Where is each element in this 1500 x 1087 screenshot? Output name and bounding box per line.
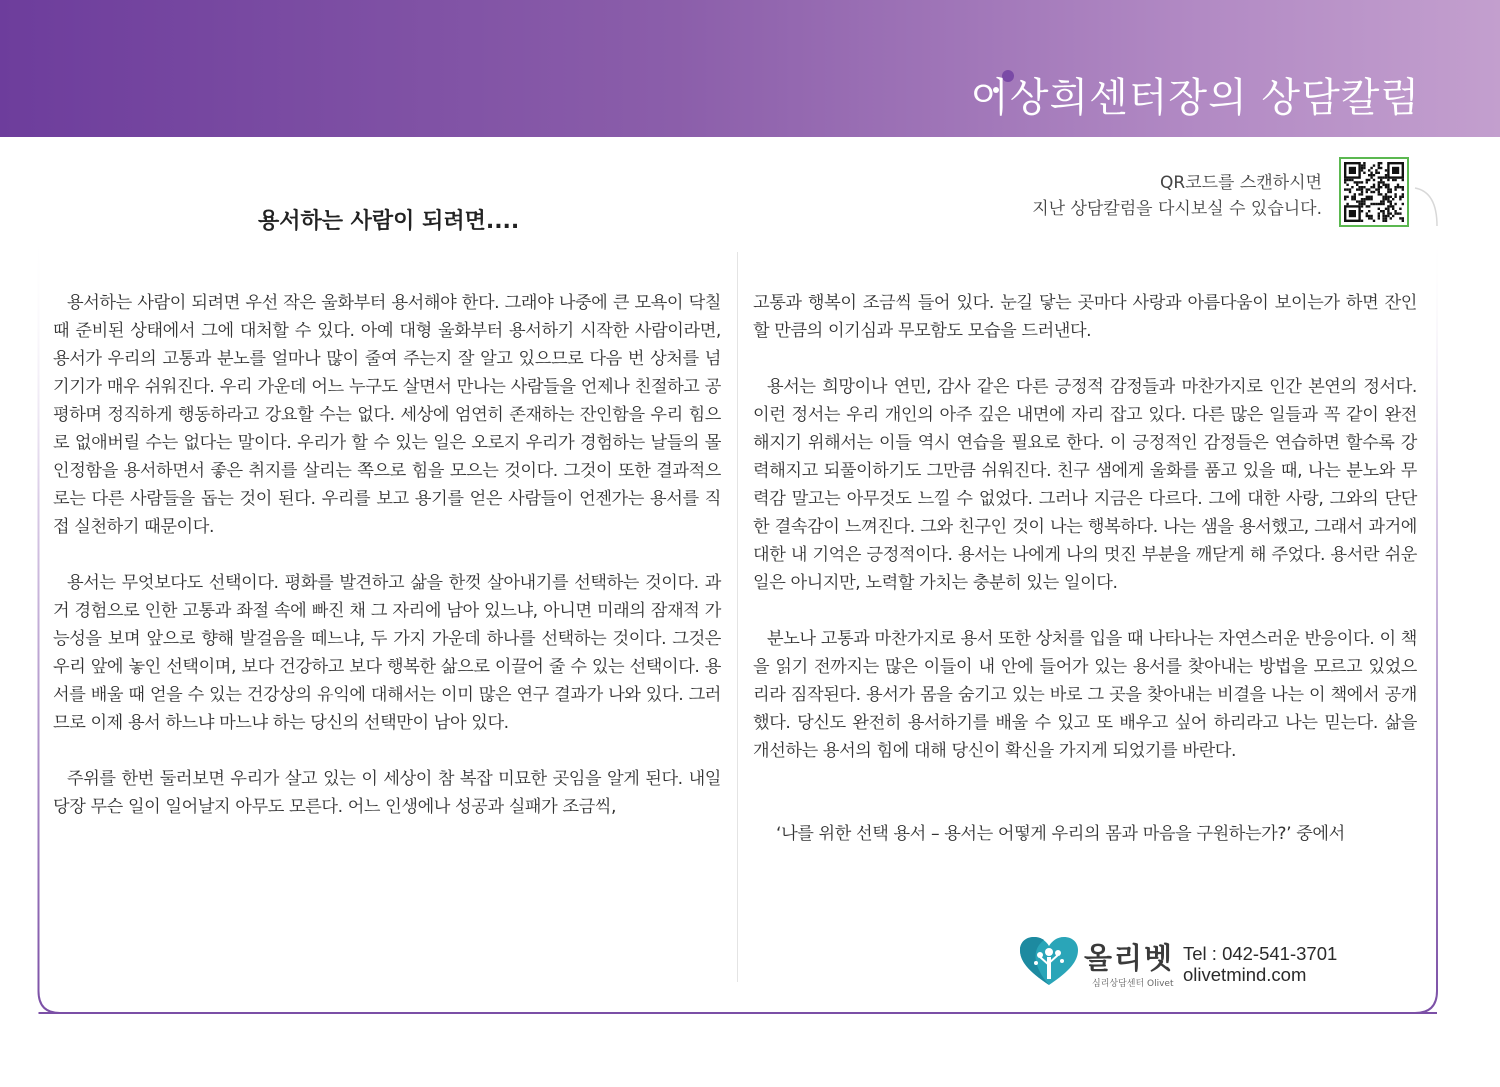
header-title: 이상희센터장의 상담칼럼 bbox=[970, 75, 1420, 121]
article-title: 용서하는 사람이 되려면.... bbox=[258, 209, 520, 234]
article-column-left bbox=[53, 289, 721, 849]
paragraph: 용서하는 사람이 되려면 우선 작은 울화부터 용서해야 한다. 그래야 나중에 큰 모욕이 닥칠 때 준비된 상태에서 그에 대처할 수 있다. 아예 대형 울화부터 용서하기 시작한 사람이라면, 용서가 우리의 고통과 분노를 얼마나 많이 줄여 주는지 잘 알고 있으므로 다음 번 상처를 넘기기가 매우 쉬워진다. 우리 가운데 어느 누구도 살면서 만나는 사람들을 언제나 친절하고 공평하며 정직하게 행동하라고 강요할 수는 없다. 세상에 엄연히 존재하는 잔인함을 우리 힘으로 없애버릴 수는 없다는 말이다. 우리가 할 수 있는 일은 오로지 우리가 경험하는 날들의 몰인정함을 용서하면서 좋은 취지를 살리는 쪽으로 힘을 모으는 것이다. 그것이 또한 결과적으로는 다른 사람들을 돕는 것이 된다. 우리를 보고 용기를 얻은 사람들이 언젠가는 용서를 직접 실천하기 때문이다. bbox=[53, 293, 721, 537]
telephone: Tel : 042-541-3701 bbox=[1183, 943, 1338, 964]
paragraph: 용서는 무엇보다도 선택이다. 평화를 발견하고 삶을 한껏 살아내기를 선택하는 것이다. 과거 경험으로 인한 고통과 좌절 속에 빠진 채 그 자리에 남아 있느냐, 아니면 미래의 잠재적 가능성을 보며 앞으로 향해 발걸음을 떼느냐, 두 가지 가운데 하나를 선택하는 것이다. 그것은 우리 앞에 놓인 선택이며, 보다 건강하고 보다 행복한 삶으로 이끌어 줄 수 있는 선택이다. 용서를 배울 때 얻을 수 있는 건강상의 유익에 대해서는 이미 많은 연구 결과가 나와 있다. 그러므로 이제 용서 하느냐 마느냐 하는 당신의 선택만이 남아 있다. bbox=[53, 573, 721, 733]
contact-info bbox=[1183, 943, 1337, 985]
paragraph: 주위를 한번 둘러보면 우리가 살고 있는 이 세상이 참 복잡 미묘한 곳임을 알게 된다. 내일 당장 무슨 일이 일어날지 아무도 모른다. 어느 인생에나 성공과 실패가 조금씩, bbox=[53, 769, 721, 817]
paragraph-continuation: 고통과 행복이 조금씩 들어 있다. 눈길 닿는 곳마다 사랑과 아름다움이 보이는가 하면 잔인할 만큼의 이기심과 무모함도 모습을 드러낸다. bbox=[753, 293, 1417, 341]
qr-code-icon bbox=[1344, 162, 1404, 222]
paragraph: 용서는 희망이나 연민, 감사 같은 다른 긍정적 감정들과 마찬가지로 인간 본연의 정서다. 이런 정서는 우리 개인의 아주 깊은 내면에 자리 잡고 있다. 다른 많은 일들과 꼭 같이 완전해지기 위해서는 이들 역시 연습을 필요로 한다. 이 긍정적인 감정들은 연습하면 할수록 강력해지고 되풀이하기도 그만큼 쉬워진다. 친구 샘에게 울화를 품고 있을 때, 나는 분노와 무력감 말고는 아무것도 느낄 수 없었다. 그러나 지금은 다르다. 그에 대한 사랑, 그와의 단단한 결속감이 느껴진다. 그와 친구인 것이 나는 행복하다. 나는 샘을 용서했고, 그래서 과거에 대한 내 기억은 긍정적이다. 용서는 나에게 나의 멋진 부분을 깨닫게 해 주었다. 용서란 쉬운 일은 아니지만, 노력할 가치는 충분히 있는 일이다. bbox=[753, 377, 1417, 593]
header-banner bbox=[0, 0, 1500, 137]
brand-subtitle: 심리상담센터 Olivet bbox=[1092, 979, 1174, 989]
column-divider bbox=[737, 252, 738, 982]
website-link[interactable]: olivetmind.com bbox=[1183, 964, 1307, 985]
qr-caption bbox=[1032, 170, 1322, 222]
qr-caption-line-1: QR코드를 스캔하시면 bbox=[1160, 173, 1322, 193]
heart-tree-icon bbox=[1018, 935, 1080, 987]
article-column-right bbox=[753, 289, 1417, 793]
paragraph: 분노나 고통과 마찬가지로 용서 또한 상처를 입을 때 나타나는 자연스러운 반응이다. 이 책을 읽기 전까지는 많은 이들이 내 안에 들어가 있는 용서를 찾아내는 방법을 모르고 있었으리라 짐작된다. 용서가 몸을 숨기고 있는 바로 그 곳을 찾아내는 비결을 나는 이 책에서 공개했다. 당신도 완전히 용서하기를 배울 수 있고 또 배우고 싶어 하리라고 나는 믿는다. 삶을 개선하는 용서의 힘에 대해 당신이 확신을 가지게 되었기를 바란다. bbox=[753, 629, 1417, 761]
book-citation: ‘나를 위한 선택 용서 – 용서는 어떻게 우리의 몸과 마음을 구원하는가?’ 중에서 bbox=[776, 824, 1345, 844]
qr-code[interactable] bbox=[1339, 157, 1409, 227]
qr-caption-line-2: 지난 상담칼럼을 다시보실 수 있습니다. bbox=[1032, 199, 1322, 219]
brand-name: 올리벳 bbox=[1084, 941, 1175, 975]
